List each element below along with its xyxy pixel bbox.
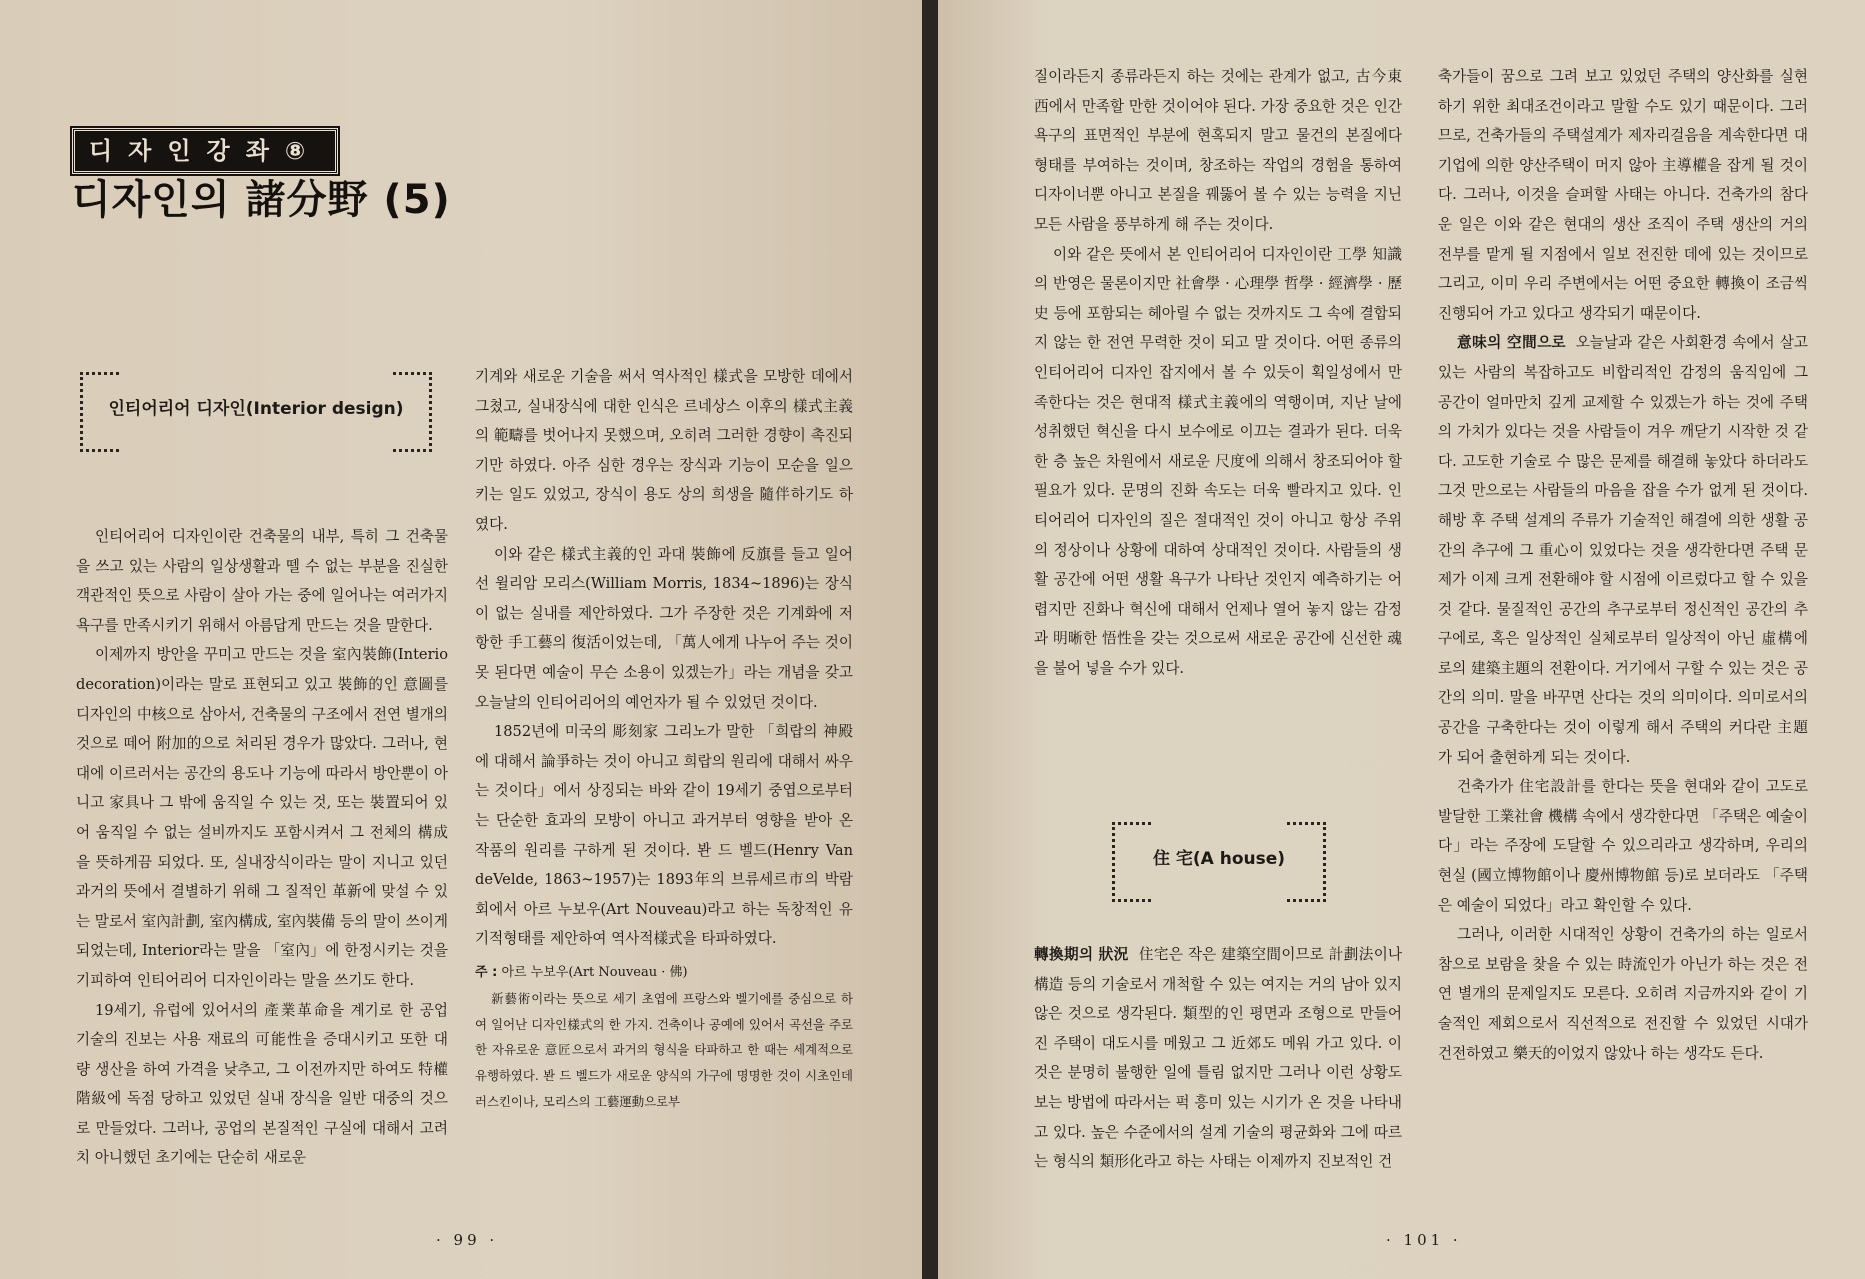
- book-gutter: [922, 0, 938, 1279]
- footnote-text: 新藝術이라는 뜻으로 세기 초엽에 프랑스와 벨기에를 중심으로 하여 일어난 디자인樣式의 한 가지. 건축이나 공예에 있어서 곡선을 주로 한 자유로운 意匠으로서 과거의 형식을 타파하고 한 때는 세계적으로 유행하였다. 봔 드 벨드가 새로운 양식의 가구에 명명한 것이 시초인데 러스킨이나, 모리스의 工藝運動으로부: [475, 990, 853, 1110]
- paragraph: 인티어리어 디자인이란 건축물의 내부, 특히 그 건축물을 쓰고 있는 사람의 일상생활과 뗄 수 없는 부분을 진실한 객관적인 뜻으로 사람이 살아 가는 중에 일어나는 여러가지 욕구를 만족시키기 위해서 아름답게 만드는 것을 말한다.: [76, 528, 448, 634]
- paragraph: 질이라든지 종류라든지 하는 것에는 관계가 없고, 古今東西에서 만족할 만한 것이어야 된다. 가장 중요한 것은 인간 욕구의 표면적인 부분에 현혹되지 말고 물건의 본질에다 형태를 부여하는 것이며, 창조하는 작업의 경험을 통하여 디자이너뿐 아니고 본질을 꿰뚫어 볼 수 있는 능력을 지닌 모든 사람을 풍부하게 해 주는 것이다.: [1034, 68, 1402, 233]
- paragraph: 1852년에 미국의 彫刻家 그리노가 말한 「희랍의 神殿에 대해서 論爭하는 것이 아니고 희랍의 원리에 대해서 싸우는 것이다」에서 상징되는 바와 같이 19세기 중엽으로부터는 단순한 효과의 모방이 아니고 과거부터 영향을 받아 온 작품의 원리를 구하게 된 것이다. 봔 드 벨드(Henry Van deVelde, 1863~1957)는 1893年의 브류세르市의 박람회에서 아르 누보우(Art Nouveau)라고 하는 독창적인 유기적형태를 제안하여 역사적樣式을 타파하였다.: [475, 723, 853, 948]
- section-heading-interior: [80, 372, 432, 452]
- page-number: · 101 ·: [1386, 1231, 1462, 1249]
- section-heading-house: [1112, 822, 1326, 902]
- right-column-2: [1438, 62, 1808, 1068]
- paragraph: 기계와 새로운 기술을 써서 역사적인 樣式을 모방한 데에서 그쳤고, 실내장식에 대한 인식은 르네상스 이후의 樣式主義의 範疇를 벗어나지 못했으며, 오히려 그러한 경향이 촉진되기만 하였다. 아주 심한 경우는 장식과 기능이 모순을 일으키는 일도 있었고, 장식이 용도 상의 희생을 隨伴하기도 하였다.: [475, 368, 853, 533]
- left-column-2: [475, 362, 853, 1115]
- paragraph: 건축가가 住宅設計를 한다는 뜻을 현대와 같이 고도로 발달한 工業社會 機構 속에서 생각한다면 「주택은 예술이다」라는 주장에 도달할 수 있으리라고 생각하며, 우리의 현실 (國立博物館이나 慶州博物館 등)로 보더라도 「주택은 예술이 되었다」라고 확인할 수 있다.: [1438, 778, 1808, 914]
- right-column-1: [1034, 62, 1402, 683]
- paragraph: 이와 같은 뜻에서 본 인티어리어 디자인이란 工學 知識의 반영은 물론이지만 社會學 · 心理學 哲學 · 經濟學 · 歷史 등에 포함되는 헤아릴 수 없는 것까지도 그 속에 결합되지 않는 한 전연 무력한 것이 되고 말 것이다. 어떤 종류의 인티어리어 디자인 잡지에서 볼 수 있듯이 획일성에서 만족한다는 것은 현대적 樣式主義에의 역행이며, 지난 날에 성취했던 혁신을 다시 보수에로 이끄는 결과가 된다. 더욱 한 층 높은 차원에서 새로운 尺度에 의해서 창조되어야 할 필요가 있다. 문명의 진화 속도는 더욱 빨라지고 있다. 인티어리어 디자인의 질은 절대적인 것이 아니고 항상 주위의 정상이나 상황에 대하여 상대적인 것이다. 사람들의 생활 공간에 어떤 생활 욕구가 나타난 것인지 예측하기는 어렵지만 진화나 혁신에 대해서 언제나 열어 놓지 않는 감정과 明晰한 悟性을 갖는 것으로써 새로운 공간에 신선한 魂을 불어 넣을 수가 있다.: [1034, 245, 1402, 677]
- section-heading-text: 住 宅(A house): [1152, 849, 1286, 869]
- paragraph: 이와 같은 樣式主義的인 과대 裝飾에 反旗를 들고 일어선 윌리암 모리스(William Morris, 1834~1896)는 장식이 없는 실내를 제안하였다. 그가 주장한 것은 기계화에 저항한 手工藝의 復活이었는데, 「萬人에게 나누어 주는 것이 못 된다면 예술이 무슨 소용이 있겠는가」라는 개념을 갖고 오늘날의 인티어리어의 예언자가 될 수 있었던 것이다.: [475, 545, 853, 711]
- left-page: [0, 0, 922, 1279]
- footnote-heading: [475, 960, 853, 986]
- left-column-1: [76, 522, 448, 1173]
- paragraph-text: 오늘날과 같은 사회환경 속에서 살고 있는 사람의 복잡하고도 비합리적인 감정의 움직임에 그 공간이 얼마만치 깊게 교제할 수 있겠는가 하는 것에 주택의 가치가 있다는 것을 사람들이 겨우 깨닫기 시작한 것 같다. 고도한 기술로 수 많은 문제를 해결해 놓았다 하더라도 그것 만으로는 사람들의 마음을 잡을 수가 없게 된 것이다. 해방 후 주택 설계의 주류가 기술적인 해결에 의한 생활 공간의 추구에 그 重心이 있었다는 것을 생각한다면 주택 문제가 이제 크게 전환해야 할 시점에 이르렀다고 할 수 있을 것 같다. 물질적인 공간의 추구로부터 정신적인 공간의 추구에로, 혹은 일상적인 실체로부터 일상적이 아닌 虛構에로의 建築主題의 전환이다. 거기에서 구할 수 있는 것은 공간의 의미. 말을 바꾸면 산다는 것의 의미이다. 의미로서의 공간을 구축한다는 것이 이렇게 해서 주택의 커다란 主題가 되어 출현하게 되는 것이다.: [1438, 334, 1809, 766]
- section-heading-text: 인티어리어 디자인(Interior design): [108, 399, 404, 419]
- paragraph-text: 住宅은 작은 建築空間이므로 計劃法이나 構造 등의 기술로서 개척할 수 있는 여지는 거의 남아 있지 않은 것으로 생각된다. 類型的인 평면과 조형으로 만들어진 주택이 대도시를 메웠고 그 近郊도 메워 가고 있다. 이것은 분명히 불행한 일에 틀림 없지만 그러나 이런 상황도 보는 방법에 따라서는 퍽 흥미 있는 시기가 온 것을 나타내고 있다. 높은 수준에서의 설계 기술의 평균화와 그에 따르는 형식의 類形化라고 하는 사태는 이제까지 진보적인 건: [1034, 946, 1402, 1171]
- article-title: 디자인의 諸分野 (5): [72, 177, 451, 223]
- right-column-1-continued: [1034, 940, 1402, 1177]
- subheading-meaning-space: 意味의 空間으로: [1456, 334, 1566, 352]
- paragraph: 19세기, 유럽에 있어서의 產業革命을 계기로 한 공업 기술의 진보는 사용 재료의 可能性을 증대시키고 또한 대량 생산을 하여 가격을 낮추고, 그 이전까지만 하여도 特權階級에 독점 당하고 있었던 실내 장식을 일반 대중의 것으로 만들었다. 그러나, 공업의 본질적인 구실에 대해서 고려치 아니했던 초기에는 단순히 새로운: [76, 1001, 448, 1167]
- paragraph: 그러나, 이러한 시대적인 상황이 건축가의 하는 일로서 참으로 보람을 찾을 수 있는 時流인가 아닌가 하는 것은 전연 별개의 문제일지도 모른다. 오히려 지금까지와 같이 기술적인 제회으로서 직선적으로 전진할 수 있었던 시대가 건전하였고 樂天的이었지 않았나 하는 생각도 든다.: [1438, 926, 1808, 1062]
- footnote-title: 아르 누보우(Art Nouveau · 佛): [501, 964, 688, 980]
- subheading-transition: 轉換期의 狀況: [1034, 946, 1129, 963]
- paragraph: 이제까지 방안을 꾸미고 만드는 것을 室內裝飾(Interio decoration)이라는 말로 표현되고 있고 裝飾的인 意圖를 디자인의 中核으로 삼아서, 건축물의 구조에서 전연 별개의 것으로 떼어 附加的으로 처리된 경우가 많았다. 그러나, 현대에 이르러서는 공간의 용도나 기능에 따라서 방안뿐이 아니고 家具나 그 밖에 움직일 수 있는 것, 또는 裝置되어 있어 움직일 수 없는 설비까지도 포함시켜서 그 전체의 構成을 뜻하게끔 되었다. 또, 실내장식이라는 말이 지니고 있던 과거의 뜻에서 결별하기 위해 그 질적인 革新에 맞설 수 있는 말로서 室內計劃, 室內構成, 室內裝備 등의 말이 쓰이게 되었는데, Interior라는 말을 「室內」에 한정시키는 것을 기피하여 인티어리어 디자인이라는 말을 쓰기도 한다.: [76, 646, 448, 989]
- paragraph: [1034, 940, 1402, 1177]
- page-number: · 99 ·: [436, 1231, 499, 1249]
- right-page: [938, 0, 1865, 1279]
- series-label: 디자인강좌⑧: [72, 128, 338, 174]
- footnote-label: 주 :: [475, 964, 498, 980]
- paragraph: [1438, 328, 1808, 772]
- paragraph: 축가들이 꿈으로 그려 보고 있었던 주택의 양산화를 실현하기 위한 최대조건이라고 말할 수도 있기 때문이다. 그러므로, 건축가들의 주택설계가 제자리걸음을 계속한다면 대기업에 의한 양산주택이 머지 않아 主導權을 잡게 될 것이다. 그러나, 이것을 슬퍼할 사태는 아니다. 건축가의 참다운 일은 이와 같은 현대의 생산 조직이 주택 생산의 거의 전부를 맡게 될 지점에서 일보 전진한 데에 있는 것이므로 그리고, 이미 우리 주변에서는 어떤 중요한 轉換이 조금씩 진행되어 가고 있다고 생각되기 때문이다.: [1438, 68, 1808, 322]
